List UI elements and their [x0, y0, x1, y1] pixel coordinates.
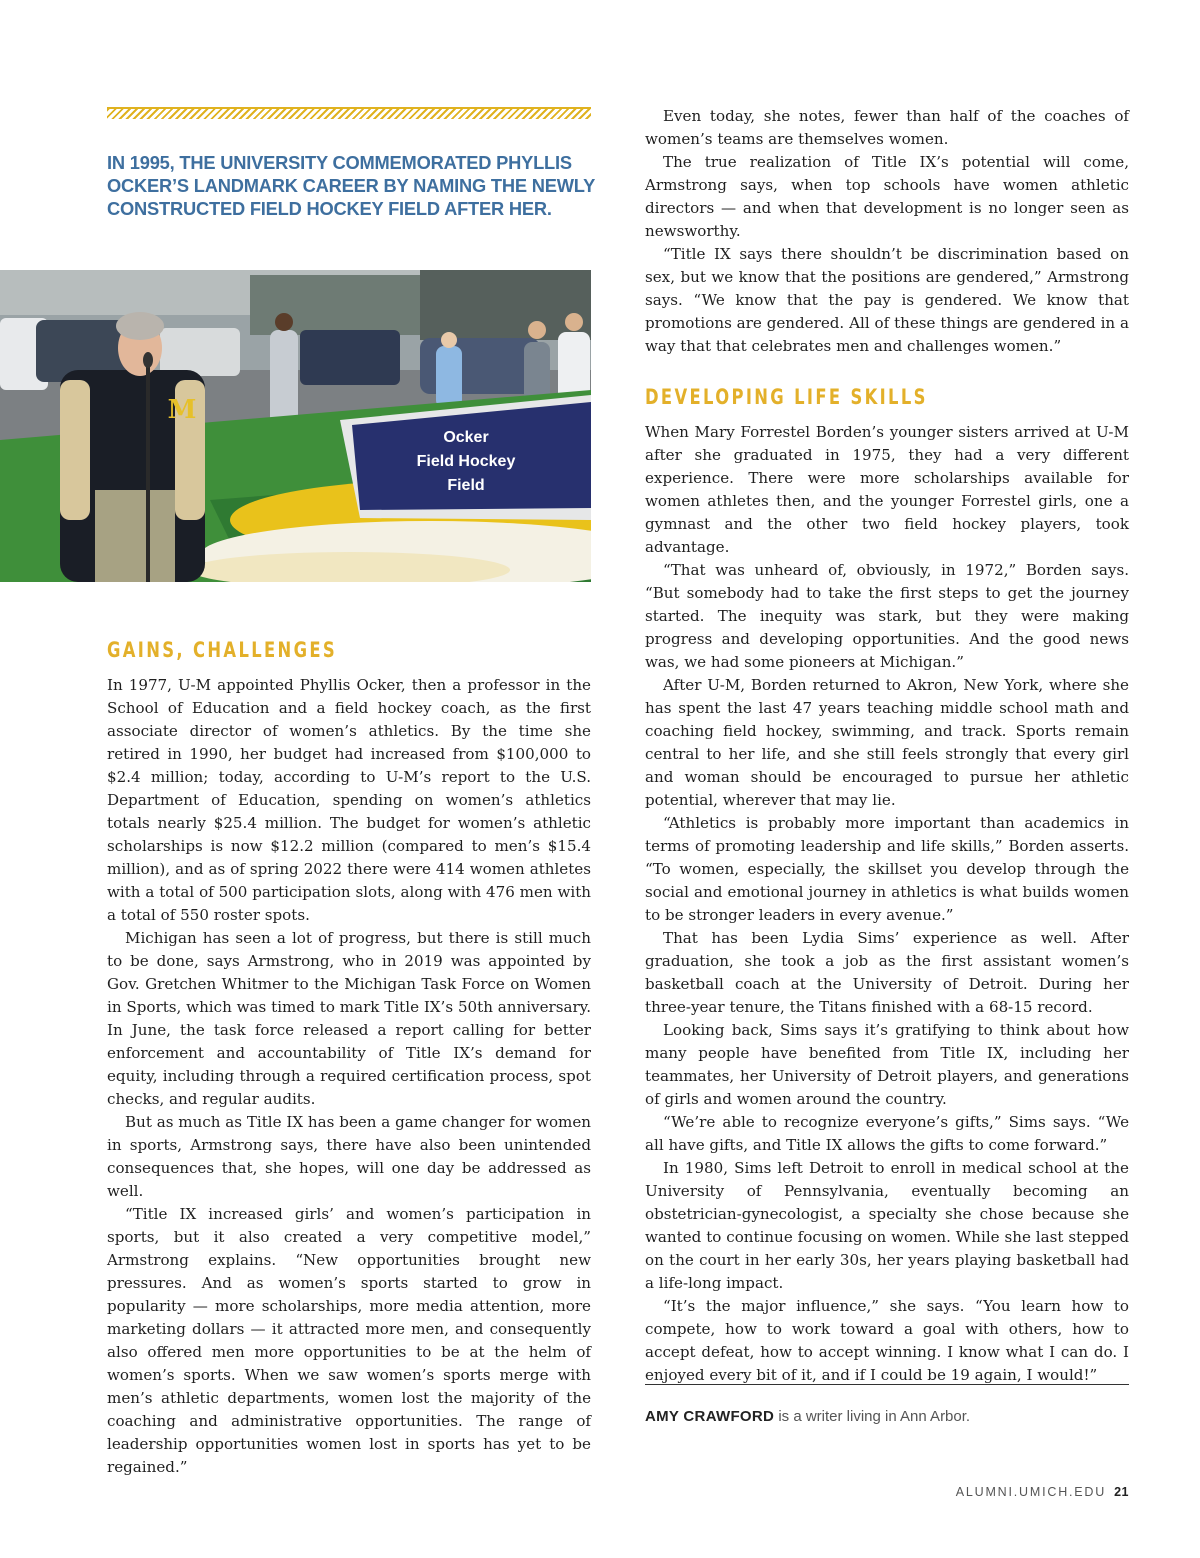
sign-line-2: Field Hockey: [416, 453, 516, 470]
paragraph: In 1977, U-M appointed Phyllis Ocker, then a professor in the School of Education and a field hockey coach, as the first associate director of women’s athletics. By the time she retired in 1990, her budget had increased from $100,000 to $2.4 million; today, according to U-M’s report to the U.S. Department of Education, spending on women’s athletics totals nearly $25.4 million. The budget for women’s athletic scholarships is now $12.2 million (compared to men’s $15.4 million), and as of spring 2022 there were 414 women athletes with a total of 500 participation slots, along with 476 men with a total of 550 roster spots.: [107, 676, 591, 924]
section-heading-developing: DEVELOPING LIFE SKILLS: [645, 385, 928, 409]
bystander-child: [436, 346, 462, 408]
byline-divider: [645, 1384, 1129, 1385]
paragraph: Looking back, Sims says it’s gratifying to think about how many people have benefited from Title IX, including her teammates, her University of Detroit players, and generations of girls and women around the country.: [645, 1021, 1129, 1108]
golf-cart: [160, 328, 240, 376]
paragraph: “Title IX increased girls’ and women’s participation in sports, but it also created a very competitive model,” Armstrong explains. “New opportunities brought new pressures. And as women’s sports started to grow in popularity — more scholarships, more media attention, more marketing dollars — it attracted more men, and consequently also offered men more opportunities to be at the helm of women’s sports. When we saw women’s sports merge with men’s athletic departments, women lost the majority of the coaching and administrative opportunities. The range of leadership opportunities women lost in sports has yet to be regained.”: [107, 1205, 591, 1476]
paragraph: But as much as Title IX has been a game changer for women in sports, Armstrong says, there have also been unintended consequences that, she hopes, will one day be addressed as well.: [107, 1113, 591, 1200]
continued-body: [645, 105, 1129, 358]
gains-body: [107, 674, 591, 1479]
paragraph: “That was unheard of, obviously, in 1972,” Borden says. “But somebody had to take the first steps to get the journey started. The inequity was stark, but they were making progress and developing opportunities. And the good news was, we had some pioneers at Michigan.”: [645, 561, 1129, 671]
paragraph: That has been Lydia Sims’ experience as well. After graduation, she took a job as the first assistant women’s basketball coach at the University of Detroit. During her three-year tenure, the Titans finished with a 68-15 record.: [645, 929, 1129, 1016]
paragraph: “We’re able to recognize everyone’s gifts,” Sims says. “We all have gifts, and Title IX allows the gifts to come forward.”: [645, 1113, 1129, 1154]
author-description: is a writer living in Ann Arbor.: [774, 1408, 971, 1425]
paragraph: Even today, she notes, fewer than half of the coaches of women’s teams are themselves women.: [645, 107, 1129, 148]
sign-line-3: Field: [447, 477, 485, 494]
site-url: ALUMNI.UMICH.EDU: [955, 1485, 1107, 1499]
page-number: 21: [1114, 1485, 1129, 1499]
sign-line-1: Ocker: [443, 429, 489, 446]
paragraph: The true realization of Title IX’s potential will come, Armstrong says, when top schools have women athletic directors — and when that development is no longer seen as newsworthy.: [645, 153, 1129, 240]
paragraph: Michigan has seen a lot of progress, but there is still much to be done, says Armstrong, who in 2019 was appointed by Gov. Gretchen Whitmer to the Michigan Task Force on Women in Sports, which was timed to mark Title IX’s 50th anniversary. In June, the task force released a report calling for better enforcement and accountability of Title IX’s demand for equity, including through a required certification process, spot checks, and regular audits.: [107, 929, 591, 1108]
developing-body: [645, 421, 1129, 1387]
pickup-truck: [300, 330, 400, 385]
paragraph: “Athletics is probably more important than academics in terms of promoting leadership and life skills,” Borden asserts. “To women, especially, the skillset you develop through the social and emotional journey in athletics is what builds women to be stronger leaders in every avenue.”: [645, 814, 1129, 924]
microphone-stand: [146, 358, 150, 582]
paragraph: In 1980, Sims left Detroit to enroll in medical school at the University of Pennsylvania, eventually becoming an obstetrician-gynecologist, a specialty she chose because she wanted to continue focusing on women. While she last stepped on the court in her early 30s, her years playing basketball had a life-long impact.: [645, 1159, 1129, 1292]
author-name: AMY CRAWFORD: [645, 1408, 775, 1425]
paragraph: When Mary Forrestel Borden’s younger sisters arrived at U-M after she graduated in 1975, they had a very different experience. There were more scholarships available for women athletes then, and the younger Forrestel girls, one a gymnast and the other two field hockey players, took advantage.: [645, 423, 1129, 556]
paragraph: “It’s the major influence,” she says. “You learn how to compete, how to work toward a goal with others, how to accept defeat, how to accept winning. I know what I can do. I enjoyed every bit of it, and if I could be 19 again, I would!”: [645, 1297, 1129, 1384]
decorative-stripe: [107, 107, 591, 119]
field-dedication-photo: [0, 270, 591, 582]
page-footer: [956, 1485, 1129, 1499]
microphone-icon: [143, 352, 153, 368]
paragraph: “Title IX says there shouldn’t be discrimination based on sex, but we know that the positions are gendered,” Armstrong says. “We know that the pay is gendered. We know that promotions are gendered. All of these things are gendered in a way that that celebrates men and challenges women.”: [645, 245, 1129, 355]
section-heading-gains: GAINS, CHALLENGES: [107, 638, 338, 662]
paragraph: After U-M, Borden returned to Akron, New York, where she has spent the last 47 years teaching middle school math and coaching field hockey, swimming, and track. Sports remain central to her life, and she still feels strongly that every girl and woman should be encouraged to pursue her athletic potential, wherever that may lie.: [645, 676, 1129, 809]
jacket-letter: M: [167, 395, 197, 425]
pull-quote: IN 1995, THE UNIVERSITY COMMEMORATED PHYLLIS OCKER’S LANDMARK CAREER BY NAMING THE NEWLY CONSTRUCTED FIELD HOCKEY FIELD AFTER HER.: [107, 152, 595, 219]
author-byline: [645, 1408, 1145, 1425]
